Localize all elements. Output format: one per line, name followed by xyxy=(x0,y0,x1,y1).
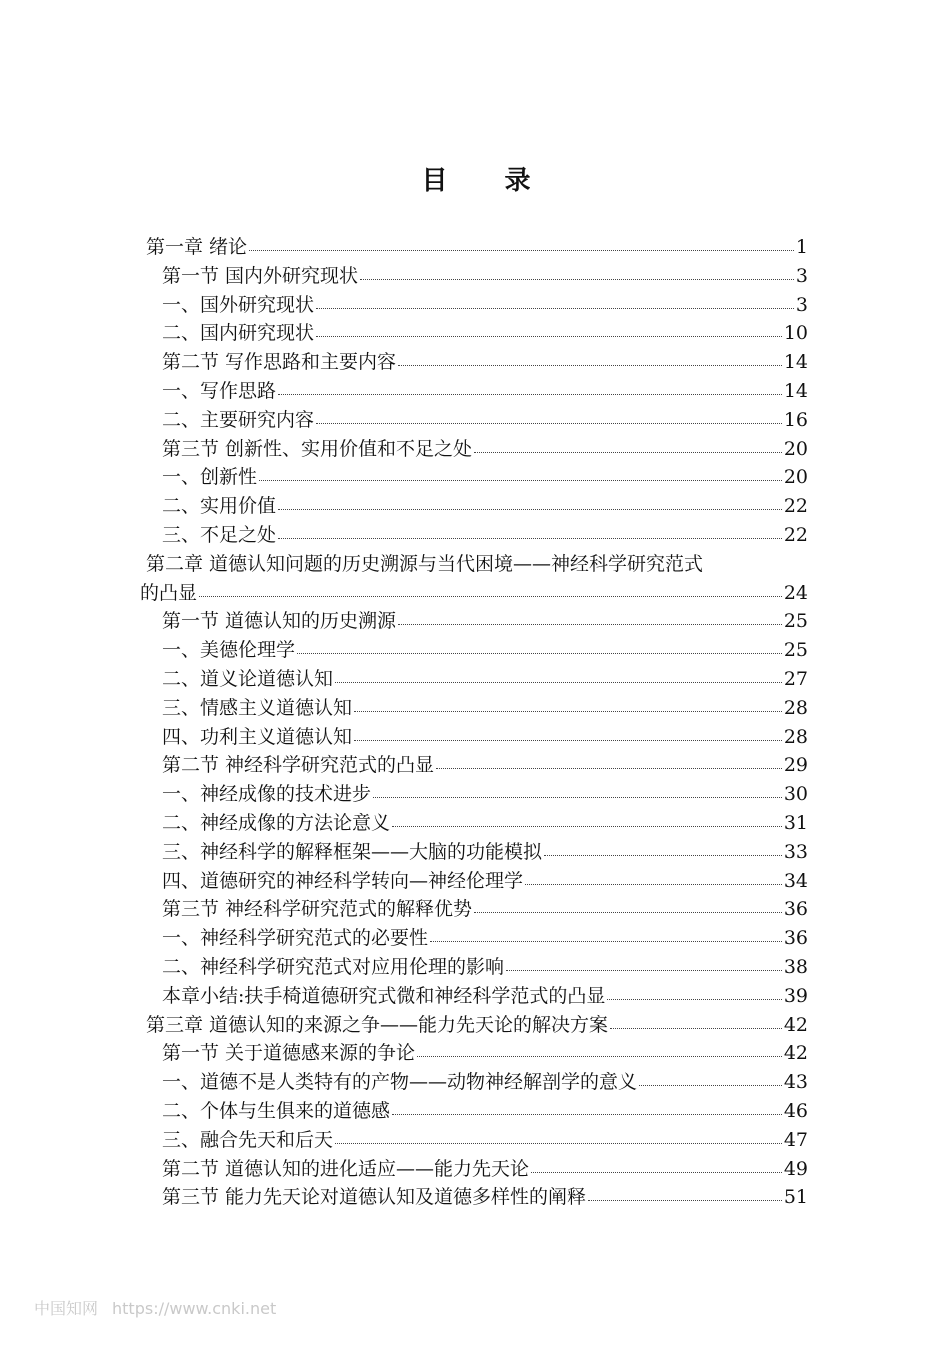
toc-entry-label: 第三节 创新性、实用价值和不足之处 xyxy=(162,437,473,460)
toc-page-number: 31 xyxy=(783,812,808,834)
dot-leader xyxy=(610,1009,782,1029)
toc-entry[interactable] xyxy=(162,895,808,924)
dot-leader xyxy=(249,231,794,251)
toc-page-number: 36 xyxy=(783,898,808,921)
dot-leader xyxy=(588,1181,782,1201)
dot-leader xyxy=(278,519,782,539)
dot-leader xyxy=(544,836,782,856)
toc-entry[interactable] xyxy=(162,348,808,377)
toc-entry-label: 二、道义论道德认知 xyxy=(162,668,334,690)
toc-entry[interactable] xyxy=(162,1183,808,1212)
toc-entry[interactable] xyxy=(162,262,808,291)
dot-leader xyxy=(474,433,782,453)
toc-page-number: 27 xyxy=(783,668,808,690)
toc-page-number: 39 xyxy=(783,984,808,1007)
toc-entry[interactable] xyxy=(162,1126,808,1155)
toc-page-number: 51 xyxy=(783,1186,808,1209)
toc-entry[interactable] xyxy=(162,636,808,665)
toc-entry-label: 二、实用价值 xyxy=(162,495,277,518)
toc-entry-label: 二、主要研究内容 xyxy=(162,408,315,431)
toc-page-number: 14 xyxy=(783,380,808,402)
toc-page-number: 34 xyxy=(783,869,808,892)
toc-entry-label: 第二节 神经科学研究范式的凸显 xyxy=(162,754,435,777)
toc-entry-label: 二、个体与生俱来的道德感 xyxy=(162,1100,391,1122)
toc-entry-label: 第一节 国内外研究现状 xyxy=(162,264,359,287)
toc-entry[interactable] xyxy=(162,809,808,838)
toc-entry[interactable] xyxy=(162,780,808,809)
toc-page-number: 22 xyxy=(783,495,808,518)
toc-entry-label: 第二节 道德认知的进化适应——能力先天论 xyxy=(162,1157,530,1180)
toc-page-number: 46 xyxy=(783,1100,808,1122)
dot-leader xyxy=(639,1066,782,1086)
dot-leader xyxy=(316,404,782,424)
toc-entry[interactable] xyxy=(162,867,808,896)
toc-entry-label: 四、功利主义道德认知 xyxy=(162,725,353,748)
toc-entry-label: 一、道德不是人类特有的产物——动物神经解剖学的意义 xyxy=(162,1071,638,1094)
toc-entry-label: 一、神经科学研究范式的必要性 xyxy=(162,927,429,950)
toc-page-number: 38 xyxy=(783,956,808,978)
dot-leader xyxy=(278,375,782,395)
toc-entry-label: 一、美德伦理学 xyxy=(162,639,296,662)
dot-leader xyxy=(335,663,782,683)
toc-entry-label: 第三节 能力先天论对道德认知及道德多样性的阐释 xyxy=(162,1186,587,1209)
toc-entry-label: 三、神经科学的解释框架——大脑的功能模拟 xyxy=(162,840,543,863)
toc-page-number: 24 xyxy=(783,581,808,604)
toc-entry[interactable] xyxy=(162,723,808,752)
toc-entry[interactable] xyxy=(162,838,808,867)
toc-page-number: 42 xyxy=(783,1042,808,1065)
dot-leader xyxy=(259,461,782,481)
toc-title: 目 录 xyxy=(421,166,555,196)
toc-entry-label: 第三章 道德认知的来源之争——能力先天论的解决方案 xyxy=(146,1013,609,1036)
toc-entry[interactable] xyxy=(162,1155,808,1184)
dot-leader xyxy=(335,1124,782,1144)
toc-entry[interactable] xyxy=(162,1039,808,1068)
toc-entry-label: 三、融合先天和后天 xyxy=(162,1128,334,1151)
toc-entry-label: 三、情感主义道德认知 xyxy=(162,696,353,719)
toc-entry[interactable] xyxy=(140,579,808,608)
toc-page-number: 1 xyxy=(795,236,808,258)
toc-entry[interactable] xyxy=(146,233,808,262)
toc-page-number: 29 xyxy=(783,754,808,777)
toc-entry-label: 四、道德研究的神经科学转向—神经伦理学 xyxy=(162,869,524,892)
dot-leader xyxy=(506,951,782,971)
dot-leader xyxy=(474,893,782,913)
toc-page-number: 20 xyxy=(783,437,808,460)
toc-entry-label: 第一节 道德认知的历史溯源 xyxy=(162,610,397,633)
toc-entry-label: 第二节 写作思路和主要内容 xyxy=(162,351,397,374)
toc-page-number: 20 xyxy=(783,466,808,489)
toc-entry-label: 一、写作思路 xyxy=(162,380,277,402)
toc-entry[interactable] xyxy=(162,291,808,320)
toc-entry[interactable] xyxy=(162,751,808,780)
dot-leader xyxy=(531,1153,782,1173)
toc-entry-label: 三、不足之处 xyxy=(162,524,277,546)
toc-entry-label: 第三节 神经科学研究范式的解释优势 xyxy=(162,898,473,921)
toc-entry[interactable] xyxy=(162,1068,808,1097)
dot-leader xyxy=(373,778,782,798)
watermark-brand: 中国知网 xyxy=(34,1299,99,1318)
toc-entry[interactable] xyxy=(146,1011,808,1040)
toc-entry[interactable] xyxy=(162,665,808,694)
dot-leader xyxy=(392,807,782,827)
toc-entry-label: 第一章 绪论 xyxy=(146,236,248,258)
toc-page-number: 25 xyxy=(783,610,808,633)
dot-leader xyxy=(316,289,794,309)
toc-page-number: 16 xyxy=(783,408,808,431)
toc-entry[interactable] xyxy=(162,1097,808,1126)
watermark-url: https://www.cnki.net xyxy=(112,1299,277,1318)
dot-leader xyxy=(354,692,782,712)
toc-entry[interactable] xyxy=(162,435,808,464)
toc-entry-label-continuation: 的凸显 xyxy=(140,581,198,604)
toc-entry-label: 第二章 道德认知问题的历史溯源与当代困境——神经科学研究范式 xyxy=(146,552,704,575)
cnki-watermark xyxy=(34,1296,276,1319)
dot-leader xyxy=(525,865,782,885)
toc-page-number: 33 xyxy=(783,840,808,863)
dot-leader xyxy=(278,490,782,510)
dot-leader xyxy=(297,634,782,654)
toc-page-number: 14 xyxy=(783,351,808,374)
toc-page-number: 49 xyxy=(783,1157,808,1180)
dot-leader xyxy=(398,346,782,366)
toc-entry[interactable] xyxy=(162,607,808,636)
toc-page-number: 10 xyxy=(783,322,808,345)
dot-leader xyxy=(316,317,782,337)
toc-entry[interactable] xyxy=(162,492,808,521)
toc-entry[interactable] xyxy=(162,924,808,953)
toc-entry-label: 二、神经科学研究范式对应用伦理的影响 xyxy=(162,956,505,978)
toc-entry-label: 一、创新性 xyxy=(162,466,258,489)
toc-entry[interactable] xyxy=(162,377,808,406)
toc-page-number: 3 xyxy=(795,264,808,287)
toc-page-number: 3 xyxy=(795,293,808,316)
toc-entry-label: 一、神经成像的技术进步 xyxy=(162,783,372,806)
toc-entry-label: 第一节 关于道德感来源的争论 xyxy=(162,1042,416,1065)
toc-page-number: 22 xyxy=(783,524,808,546)
toc-entry[interactable] xyxy=(162,953,808,982)
toc-entry[interactable] xyxy=(162,463,808,492)
toc-entry[interactable] xyxy=(162,319,808,348)
toc-page-number: 42 xyxy=(783,1013,808,1036)
toc-page-number: 47 xyxy=(783,1128,808,1151)
dot-leader xyxy=(607,980,781,1000)
dot-leader xyxy=(354,721,782,741)
dot-leader xyxy=(199,577,782,597)
toc-entry-label: 二、神经成像的方法论意义 xyxy=(162,812,391,834)
toc-entry[interactable] xyxy=(162,694,808,723)
toc-entry-label: 一、国外研究现状 xyxy=(162,293,315,316)
toc-page-number: 28 xyxy=(783,725,808,748)
toc-entry[interactable] xyxy=(162,406,808,435)
dot-leader xyxy=(417,1037,782,1057)
toc-page-number: 30 xyxy=(783,783,808,806)
toc-page-number: 25 xyxy=(783,639,808,662)
toc-page-number: 36 xyxy=(783,927,808,950)
dot-leader xyxy=(360,260,794,280)
toc-entry[interactable] xyxy=(162,982,808,1011)
toc-entry-label: 本章小结:扶手椅道德研究式微和神经科学范式的凸显 xyxy=(162,984,606,1007)
dot-leader xyxy=(392,1095,782,1115)
dot-leader xyxy=(430,922,782,942)
dot-leader xyxy=(398,605,782,625)
toc-page-number: 43 xyxy=(783,1071,808,1094)
dot-leader xyxy=(436,749,782,769)
toc-entry[interactable] xyxy=(162,521,808,550)
toc-entry-label: 二、国内研究现状 xyxy=(162,322,315,345)
toc-page-number: 28 xyxy=(783,696,808,719)
